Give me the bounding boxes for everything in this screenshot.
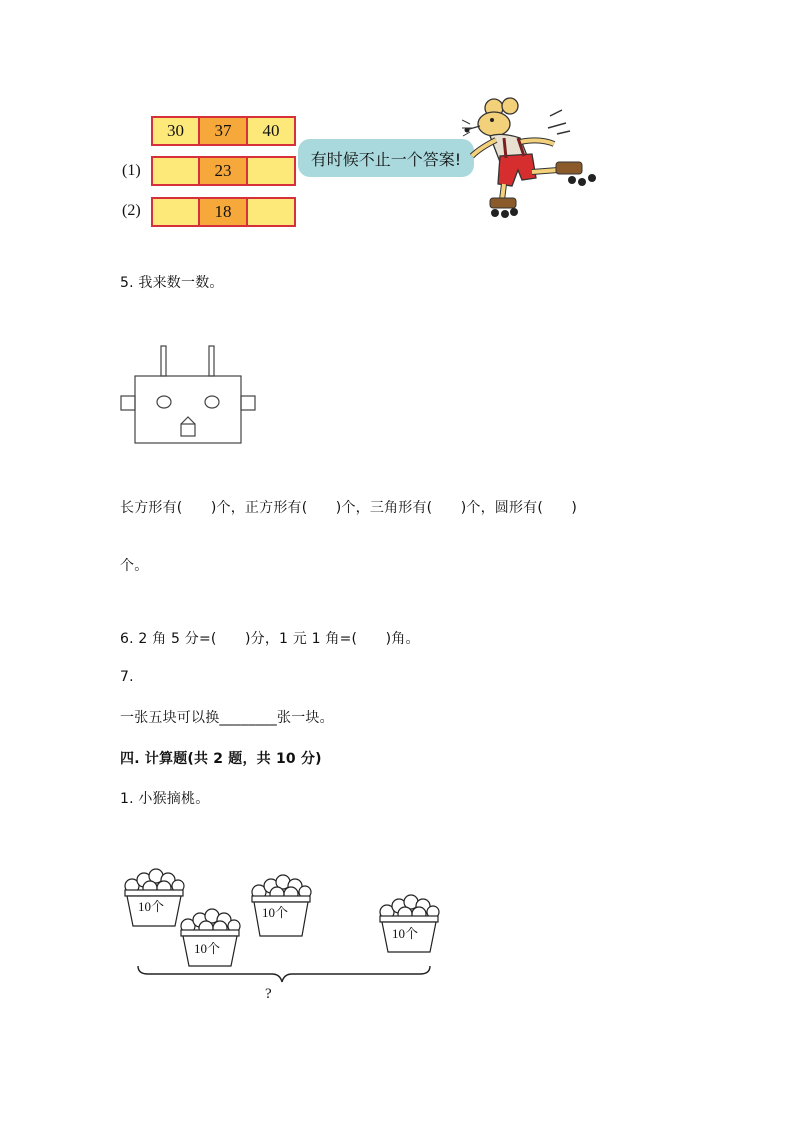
table-cell: 18 xyxy=(198,197,248,227)
speech-bubble: 有时候不止一个答案! xyxy=(298,139,474,177)
row-label: (2) xyxy=(122,202,141,219)
table-cell[interactable] xyxy=(151,197,200,227)
table-cell: 23 xyxy=(198,156,248,186)
robot-shape-figure xyxy=(118,340,260,446)
table-cell: 40 xyxy=(246,116,296,146)
calc-1-title: 1. 小猴摘桃。 xyxy=(120,791,210,807)
brace-icon xyxy=(134,964,434,984)
mouse-skater-illustration xyxy=(462,96,607,226)
question-7-number: 7. xyxy=(120,669,134,685)
question-5-line-2: 个。 xyxy=(120,558,149,574)
basket-label: 10个 xyxy=(392,926,419,941)
question-5-title: 5. 我来数一数。 xyxy=(120,275,224,291)
question-5-line-1: 长方形有( )个，正方形有( )个，三角形有( )个，圆形有( ) xyxy=(120,500,578,516)
table-cell: 37 xyxy=(198,116,248,146)
question-7-text: 一张五块可以换________张一块。 xyxy=(120,710,334,726)
row-label: (1) xyxy=(122,162,141,179)
basket-label: 10个 xyxy=(262,905,289,920)
table-cell[interactable] xyxy=(246,156,296,186)
basket-icon xyxy=(178,906,242,968)
table-cell[interactable] xyxy=(246,197,296,227)
table-cell: 30 xyxy=(151,116,200,146)
section-4-title: 四. 计算题(共 2 题，共 10 分) xyxy=(120,751,322,767)
basket-label: 10个 xyxy=(138,899,165,914)
table-cell[interactable] xyxy=(151,156,200,186)
basket-label: 10个 xyxy=(194,941,221,956)
question-6: 6. 2 角 5 分=( )分，1 元 1 角=( )角。 xyxy=(120,631,420,647)
total-question-mark: ? xyxy=(265,986,272,1002)
